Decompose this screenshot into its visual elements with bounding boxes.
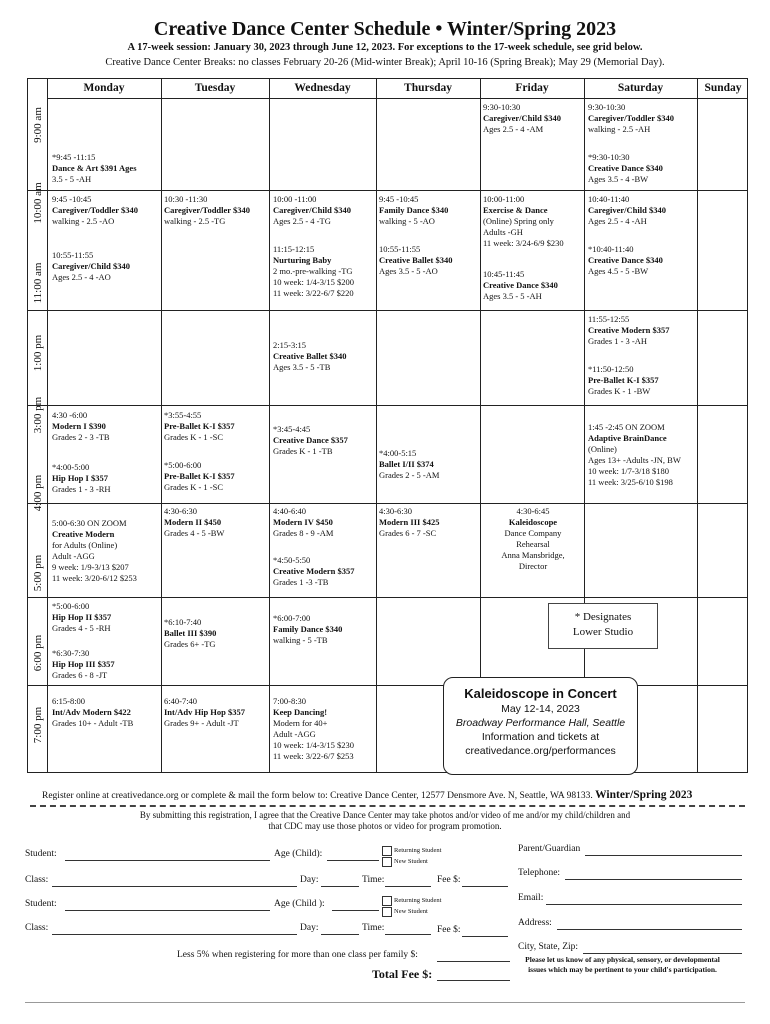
time-label: 1:00 pm: [32, 334, 44, 372]
new-checkbox[interactable]: [382, 857, 392, 867]
fee-label: Fee $:: [437, 925, 461, 935]
consent-text: By submitting this registration, I agree that the Creative Dance Center may take photos and/or video of me and/or my child/children and that CDC may use those photos or video for program promotion.: [139, 810, 631, 831]
session-subtitle: A 17-week session: January 30, 2023 through June 12, 2023. For exceptions to the 17-week schedule, see grid below.: [127, 42, 643, 53]
class-cell: *6:10-7:40 Ballet III $390 Grades 6+ -TG: [164, 617, 217, 649]
lower-studio-note: * Designates Lower Studio: [548, 603, 658, 649]
registration-text: Register online at creativedance.org or complete & mail the form below to: Creative Dance Center, 12577 Densmore Ave. N, Seattle, WA 98133.: [42, 791, 593, 801]
student-label: Student:: [25, 849, 57, 859]
day-header-monday: Monday: [83, 82, 125, 94]
class-cell: *6:00-7:00 Family Dance $340 walking - 5 -TB: [273, 613, 343, 645]
class-cell: *10:40-11:40 Creative Dance $340 Ages 4.5 - 5 -BW: [588, 244, 663, 276]
schedule-grid: [27, 78, 748, 773]
address-label: Address:: [518, 918, 552, 928]
class-cell: 10:55-11:55 Creative Ballet $340 Ages 3.5 - 5 -AO: [379, 244, 453, 276]
discount-field[interactable]: [437, 961, 510, 962]
discount-label: Less 5% when registering for more than one class per family $:: [177, 950, 418, 960]
class-cell: 4:30-6:30 Modern II $450 Grades 4 - 5 -BW: [164, 506, 225, 538]
day-header-tuesday: Tuesday: [194, 82, 236, 94]
new-checkbox[interactable]: [382, 907, 392, 917]
new-label: New Student: [394, 858, 428, 865]
class-cell: 9:30-10:30 Caregiver/Child $340 Ages 2.5 - 4 -AM: [483, 102, 561, 134]
fee-label: Fee $:: [437, 875, 461, 885]
class-cell: 4:30-6:30 Modern III $425 Grades 6 - 7 -SC: [379, 506, 440, 538]
time-label: 7:00 pm: [32, 706, 44, 744]
telephone-field[interactable]: [565, 879, 742, 880]
time-label: Time:: [362, 875, 385, 885]
fee-field[interactable]: [462, 886, 508, 887]
age-field[interactable]: [327, 860, 379, 861]
class-label: Class:: [25, 923, 49, 933]
time-label: 11:00 am: [32, 262, 44, 304]
time-label: 9:00 am: [32, 107, 44, 143]
breaks-note: Creative Dance Center Breaks: no classes February 20-26 (Mid-winter Break); April 10-16 (Spring Break); May 29 (Memorial Day).: [105, 57, 665, 68]
page-title: Creative Dance Center Schedule • Winter/Spring 2023: [153, 18, 617, 40]
registration-line: [42, 789, 692, 801]
class-cell: 6:15-8:00 Int/Adv Modern $422 Grades 10+ - Adult -TB: [52, 696, 134, 728]
time-label: 6:00 pm: [32, 634, 44, 672]
class-cell: 10:00 -11:00 Caregiver/Child $340 Ages 2.5 - 4 -TG: [273, 194, 351, 226]
class-cell: 1:45 -2:45 ON ZOOM Adaptive BrainDance (Online) Ages 13+ -Adults -JN, BW 10 week: 1/7-3/18 $180 11 week: 3/25-6/10 $198: [588, 422, 681, 487]
time-label: 5:00 pm: [32, 554, 44, 592]
season-label: Winter/Spring 2023: [595, 789, 693, 801]
time-field[interactable]: [385, 886, 431, 887]
city-label: City, State, Zip:: [518, 942, 579, 952]
class-cell: 5:00-6:30 ON ZOOM Creative Modern for Adults (Online) Adult -AGG 9 week: 1/9-3/13 $207 11 week: 3/20-6/12 $253: [52, 518, 137, 583]
total-fee-field[interactable]: [437, 980, 510, 981]
class-cell: 4:40-6:40 Modern IV $450 Grades 8 - 9 -AM: [273, 506, 334, 538]
age-field[interactable]: [332, 910, 379, 911]
email-field[interactable]: [546, 904, 742, 905]
class-cell: 11:15-12:15 Nurturing Baby 2 mo.-pre-walking -TG 10 week: 1/4-3/15 $200 11 week: 3/22-6/7 $220: [273, 244, 354, 298]
class-cell: 7:00-8:30 Keep Dancing! Modern for 40+ Adult -AGG 10 week: 1/4-3/15 $230 11 week: 3/22-6/7 $253: [273, 696, 354, 761]
concert-venue: Broadway Performance Hall, Seattle: [455, 717, 626, 729]
concert-dates: May 12-14, 2023: [501, 703, 580, 715]
age-child-label: Age (Child ):: [274, 899, 325, 909]
parent-field[interactable]: [585, 855, 742, 856]
age-child-label: Age (Child):: [274, 849, 323, 859]
class-field[interactable]: [52, 934, 297, 935]
day-label: Day:: [300, 923, 319, 933]
class-cell: 10:40-11:40 Caregiver/Child $340 Ages 2.5 - 4 -AH: [588, 194, 666, 226]
day-header-friday: Friday: [515, 82, 549, 94]
returning-label: Returning Student: [394, 897, 442, 904]
concert-info: Information and tickets at: [481, 731, 600, 743]
fee-field[interactable]: [462, 936, 508, 937]
class-cell: *4:50-5:50 Creative Modern $357 Grades 1 -3 -TB: [273, 555, 355, 587]
participation-note: Please let us know of any physical, sensory, or developmental issues which may be pertinent to your child's participation.: [525, 955, 720, 974]
day-header-sunday: Sunday: [704, 82, 742, 94]
cut-line: [30, 805, 745, 807]
student-field[interactable]: [65, 910, 270, 911]
day-header-saturday: Saturday: [617, 82, 664, 94]
class-cell: 9:45 -10:45 Caregiver/Toddler $340 walking - 2.5 -AO: [52, 194, 139, 226]
class-cell: *9:45 -11:15 Dance & Art $391 Ages 3.5 - 5 -AH: [52, 152, 137, 184]
telephone-label: Telephone:: [518, 868, 561, 878]
address-field[interactable]: [557, 929, 742, 930]
class-label: Class:: [25, 875, 49, 885]
class-cell: 10:30 -11:30 Caregiver/Toddler $340 walking - 2.5 -TG: [164, 194, 251, 226]
new-label: New Student: [394, 908, 428, 915]
class-cell: *4:00-5:15 Ballet I/II $374 Grades 2 - 5 -AM: [379, 448, 440, 480]
parent-label: Parent/Guardian: [518, 844, 581, 854]
returning-label: Returning Student: [394, 847, 442, 854]
class-cell: *9:30-10:30 Creative Dance $340 Ages 3.5 - 4 -BW: [588, 152, 663, 184]
concert-title: Kaleidoscope in Concert: [464, 686, 617, 701]
time-label: 10:00 am: [32, 182, 44, 224]
returning-checkbox[interactable]: [382, 846, 392, 856]
class-cell: 11:55-12:55 Creative Modern $357 Grades 1 - 3 -AH: [588, 314, 670, 346]
class-cell: 2:15-3:15 Creative Ballet $340 Ages 3.5 - 5 -TB: [273, 340, 347, 372]
class-field[interactable]: [52, 886, 297, 887]
class-cell: 4:30 -6:00 Modern I $390 Grades 2 - 3 -TB: [52, 410, 110, 442]
class-cell: 9:45 -10:45 Family Dance $340 walking - 5 -AO: [379, 194, 449, 226]
city-field[interactable]: [583, 953, 742, 954]
class-cell: *6:30-7:30 Hip Hop III $357 Grades 6 - 8 -JT: [52, 648, 115, 680]
class-cell: 6:40-7:40 Int/Adv Hip Hop $357 Grades 9+ - Adult -JT: [164, 696, 246, 728]
class-cell: *4:00-5:00 Hip Hop I $357 Grades 1 - 3 -RH: [52, 462, 111, 494]
day-field[interactable]: [321, 934, 359, 935]
time-field[interactable]: [385, 934, 431, 935]
student-field[interactable]: [65, 860, 270, 861]
day-header-thursday: Thursday: [404, 82, 452, 94]
class-cell: 10:00-11:00 Exercise & Dance (Online) Spring only Adults -GH 11 week: 3/24-6/9 $230: [483, 194, 564, 248]
bottom-rule: [25, 1002, 745, 1003]
concert-box: [443, 677, 638, 775]
day-label: Day:: [300, 875, 319, 885]
returning-checkbox[interactable]: [382, 896, 392, 906]
student-label: Student:: [25, 899, 57, 909]
time-label: 4:00 pm: [32, 474, 44, 512]
class-cell: 4:30-6:45 Kaleidoscope Dance Company Rehearsal Anna Mansbridge, Director: [501, 506, 565, 571]
time-label: Time:: [362, 923, 385, 933]
day-header-wednesday: Wednesday: [294, 82, 351, 94]
total-fee-label: Total Fee $:: [372, 967, 433, 981]
concert-url[interactable]: creativedance.org/performances: [465, 745, 616, 757]
class-cell: *3:55-4:55 Pre-Ballet K-I $357 Grades K - 1 -SC: [164, 410, 235, 442]
class-cell: *11:50-12:50 Pre-Ballet K-I $357 Grades K - 1 -BW: [588, 364, 659, 396]
class-cell: 10:45-11:45 Creative Dance $340 Ages 3.5 - 5 -AH: [483, 269, 558, 301]
class-cell: *5:00-6:00 Pre-Ballet K-I $357 Grades K - 1 -SC: [164, 460, 235, 492]
email-label: Email:: [518, 893, 544, 903]
class-cell: *5:00-6:00 Hip Hop II $357 Grades 4 - 5 -RH: [52, 601, 112, 633]
time-label: 3:00 pm: [32, 396, 44, 434]
day-field[interactable]: [321, 886, 359, 887]
class-cell: *3:45-4:45 Creative Dance $357 Grades K - 1 -TB: [273, 424, 348, 456]
class-cell: 9:30-10:30 Caregiver/Toddler $340 walking - 2.5 -AH: [588, 102, 675, 134]
class-cell: 10:55-11:55 Caregiver/Child $340 Ages 2.5 - 4 -AO: [52, 250, 130, 282]
